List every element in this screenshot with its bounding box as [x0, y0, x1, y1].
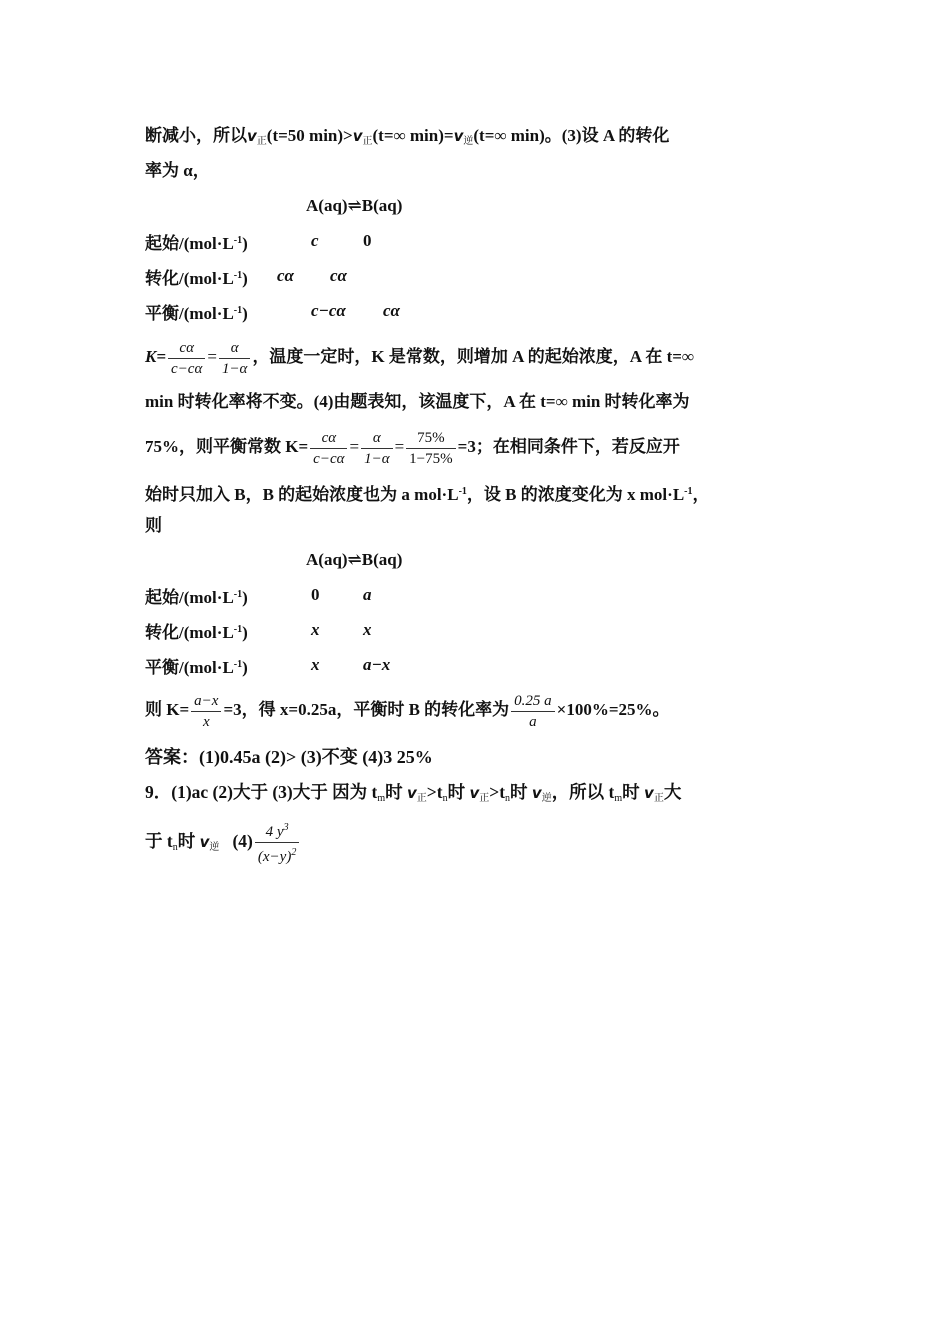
answer-label: 答案： — [145, 747, 199, 768]
row-label-close: ) — [242, 623, 248, 642]
fraction — [255, 818, 299, 867]
cell-b: a — [363, 585, 372, 604]
superscript: -1 — [233, 589, 243, 600]
superscript: -1 — [233, 624, 243, 635]
text: ×100%=25%。 — [556, 700, 670, 719]
equals: = — [207, 347, 217, 366]
text: 于 t — [145, 831, 173, 851]
subscript: 正 — [653, 793, 664, 804]
velocity-symbol: v — [453, 127, 464, 145]
subscript: 正 — [416, 793, 427, 804]
text: ，温度一定时，K 是常数，则增加 A 的起始浓度，A 在 t=∞ — [252, 347, 695, 366]
table2-row-change — [145, 618, 810, 645]
numerator: a−x — [191, 691, 221, 712]
numerator: α — [361, 428, 393, 449]
text: 时 — [447, 782, 470, 802]
denominator: a — [529, 713, 537, 730]
fraction — [511, 691, 555, 732]
answer-text: (1)0.45a (2)> (3)不变 (4)3 25% — [199, 747, 433, 767]
cell-a: cα — [277, 266, 294, 285]
velocity-symbol: v — [644, 784, 654, 802]
numerator: 75% — [406, 428, 455, 449]
numerator — [255, 818, 299, 843]
denominator: 1−75% — [409, 450, 453, 467]
text-line-start — [145, 480, 810, 507]
subscript: 逆 — [541, 793, 552, 804]
text: 时 — [510, 782, 532, 802]
question-9-line-2 — [145, 818, 810, 871]
denominator: c−cα — [313, 450, 345, 467]
table2-row-initial — [145, 583, 810, 610]
subscript: 正 — [256, 136, 267, 147]
cell-a: 0 — [311, 585, 320, 604]
denominator: x — [202, 713, 210, 730]
text: >t — [489, 782, 506, 802]
superscript: 2 — [291, 847, 297, 859]
cell-a: c−cα — [311, 301, 346, 320]
velocity-symbol: v — [531, 784, 542, 802]
text: (4) — [219, 831, 253, 851]
text: 断减小，所以 — [145, 126, 247, 145]
superscript: -1 — [233, 270, 243, 281]
superscript: -1 — [233, 235, 243, 246]
row-label: 平衡/(mol·L — [145, 658, 234, 677]
text-line-min: min 时转化率将不变。(4)由题表知，该温度下，A 在 t=∞ min 时转化率为 — [145, 392, 690, 411]
text: ，设 B 的浓度变化为 x mol·L — [466, 485, 685, 504]
velocity-symbol: v — [247, 127, 257, 145]
row-label: 平衡/(mol·L — [145, 304, 234, 323]
fraction — [191, 691, 221, 732]
subscript: n — [442, 793, 448, 804]
superscript: -1 — [233, 659, 243, 670]
cell-a: c — [311, 231, 319, 250]
superscript: -1 — [684, 486, 693, 497]
numerator: cα — [310, 428, 347, 449]
row-label-close: ) — [242, 588, 248, 607]
row-label: 起始/(mol·L — [145, 234, 234, 253]
cell-b: cα — [383, 301, 400, 320]
equilibrium-constant-line-2 — [145, 425, 810, 469]
subscript: m — [614, 793, 623, 804]
question-9-line-1 — [145, 780, 810, 811]
subscript: n — [172, 842, 178, 853]
row-label-close: ) — [242, 658, 248, 677]
subscript: 逆 — [209, 842, 220, 853]
table1-row-equilibrium — [145, 299, 810, 326]
text: ， — [692, 485, 710, 504]
row-label-close: ) — [242, 234, 248, 253]
text-line-1 — [145, 124, 810, 154]
row-label-close: ) — [242, 269, 248, 288]
superscript: -1 — [233, 305, 243, 316]
cell-a: x — [311, 620, 320, 639]
text: 则 K= — [145, 700, 190, 719]
equilibrium-constant-line-3 — [145, 688, 810, 732]
text: K= — [145, 347, 167, 366]
text: 时 — [622, 782, 645, 802]
text-line-then: 则 — [145, 516, 162, 535]
subscript: 逆 — [463, 136, 474, 147]
table2-row-equilibrium — [145, 653, 810, 680]
text: (t=∞ min)。(3)设 A 的转化 — [473, 126, 670, 145]
text-line-2: 率为 α， — [145, 161, 210, 180]
numerator: 0.25 a — [511, 691, 555, 712]
table1-row-change — [145, 264, 810, 291]
text: (t=∞ min)= — [372, 126, 454, 145]
subscript: 正 — [479, 793, 490, 804]
fraction — [361, 428, 393, 469]
text: 时 — [385, 782, 407, 802]
denominator-text: (x−y) — [257, 849, 292, 866]
denominator: c−cα — [171, 360, 203, 377]
cell-a: x — [311, 655, 320, 674]
text: ，所以 t — [551, 782, 615, 802]
numerator: α — [219, 338, 251, 359]
text: =3，得 x=0.25a，平衡时 B 的转化率为 — [223, 700, 510, 719]
equilibrium-constant-line-1 — [145, 336, 810, 379]
equilibrium-equation-1: A(aq)⇌B(aq) — [306, 196, 403, 215]
text: 9．(1)ac (2)大于 (3)大于 因为 t — [145, 782, 378, 802]
denominator: 1−α — [221, 360, 248, 377]
cell-b: x — [363, 620, 372, 639]
velocity-symbol: v — [469, 784, 480, 802]
text: 时 — [177, 831, 200, 851]
text: 始时只加入 B，B 的起始浓度也为 a mol·L — [145, 485, 459, 504]
fraction — [310, 428, 347, 469]
table1-row-initial — [145, 229, 810, 256]
fraction — [219, 338, 251, 379]
fraction — [406, 428, 455, 469]
superscript: 3 — [283, 822, 289, 834]
text: 75%，则平衡常数 K= — [145, 437, 309, 456]
row-label-close: ) — [242, 304, 248, 323]
denominator: 1−α — [364, 450, 390, 467]
equals: = — [349, 437, 360, 456]
row-label: 转化/(mol·L — [145, 623, 234, 642]
fraction — [168, 338, 205, 379]
text: =3；在相同条件下，若反应开 — [457, 437, 680, 456]
text: (t=50 min)> — [266, 126, 353, 145]
velocity-symbol: v — [406, 784, 417, 802]
superscript: -1 — [458, 486, 467, 497]
text: 大 — [663, 782, 682, 802]
equals: = — [394, 437, 405, 456]
subscript: m — [377, 793, 386, 804]
cell-b: a−x — [363, 655, 391, 674]
subscript: n — [505, 793, 511, 804]
cell-b: cα — [330, 266, 347, 285]
row-label: 转化/(mol·L — [145, 269, 234, 288]
numerator-text: 4 y — [265, 824, 284, 841]
denominator — [255, 843, 299, 867]
equilibrium-equation-2: A(aq)⇌B(aq) — [306, 550, 403, 569]
text: >t — [426, 782, 443, 802]
velocity-symbol: v — [352, 127, 363, 145]
answer-line — [145, 745, 810, 770]
row-label: 起始/(mol·L — [145, 588, 234, 607]
cell-b: 0 — [363, 231, 372, 250]
subscript: 正 — [362, 136, 373, 147]
velocity-symbol: v — [199, 833, 210, 851]
numerator: cα — [168, 338, 205, 359]
